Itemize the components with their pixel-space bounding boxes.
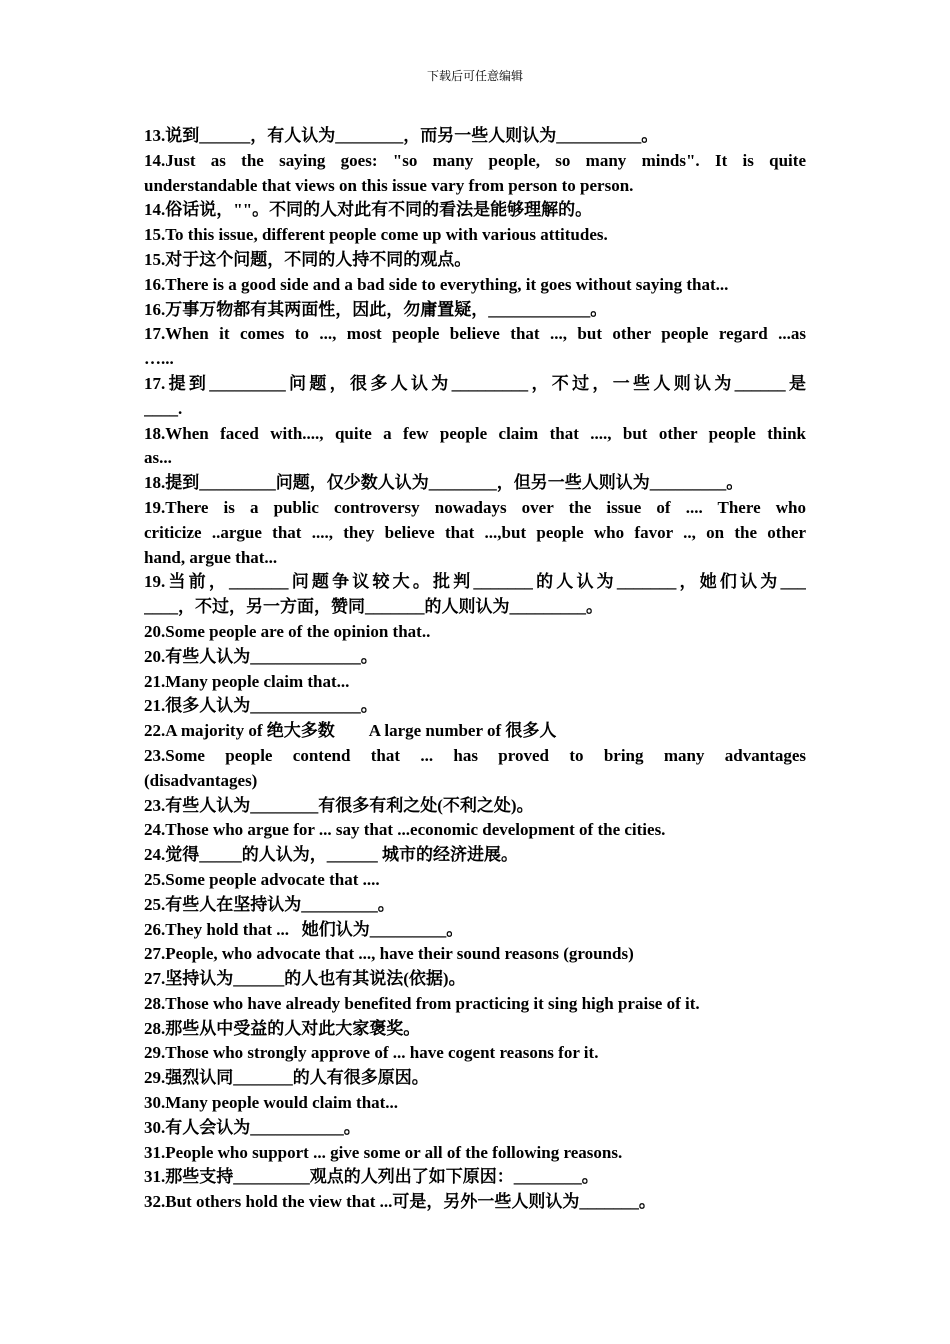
text-line: 24.Those who argue for ... say that ...economic development of the cities.: [144, 820, 666, 840]
text-line: 24.觉得_____的人认为，______ 城市的经济进展。: [144, 845, 518, 865]
text-line: 29.强烈认同_______的人有很多原因。: [144, 1068, 429, 1088]
text-line: 25.Some people advocate that ....: [144, 869, 380, 889]
text-line: 20.Some people are of the opinion that..: [144, 621, 431, 641]
document-body: [144, 124, 806, 1215]
text-line: 14.Just as the saying goes: "so many people, so many minds". It is quite: [144, 150, 806, 170]
text-line: 31.那些支持_________观点的人列出了如下原因：________。: [144, 1167, 599, 1187]
text-line: 18.When faced with...., quite a few people claim that ...., but other people think: [144, 423, 806, 443]
text-line: criticize ..argue that ...., they believe that ...,but people who favor .., on the other: [144, 522, 806, 542]
text-line: 28.那些从中受益的人对此大家褒奖。: [144, 1018, 421, 1038]
text-line: 28.Those who have already benefited from practicing it sing high praise of it.: [144, 993, 700, 1013]
text-line: 21.Many people claim that...: [144, 671, 350, 691]
text-line: ____，不过，另一方面，赞同_______的人则认为_________。: [144, 597, 603, 617]
text-line: …...: [144, 349, 174, 369]
text-line: 32.But others hold the view that ...可是，另外一些人则认为_______。: [144, 1192, 656, 1212]
text-line: 30.有人会认为___________。: [144, 1117, 361, 1137]
text-line: 15.To this issue, different people come up with various attitudes.: [144, 225, 608, 245]
text-line: (disadvantages): [144, 770, 258, 790]
page-header: 下载后可任意编辑: [426, 69, 523, 83]
text-line: 26.They hold that ... 她们认为_________。: [144, 919, 464, 939]
text-line: 18.提到_________问题，仅少数人认为________，但另一些人则认为_________。: [144, 473, 744, 493]
text-line: as...: [144, 448, 172, 468]
text-line: 19.There is a public controversy nowadays over the issue of .... There who: [144, 497, 806, 517]
text-line: 13.说到______，有人认为________，而另一些人则认为__________。: [144, 126, 659, 145]
text-line: ____.: [144, 398, 183, 418]
text-line: 23.Some people contend that ... has proved to bring many advantages: [144, 745, 806, 765]
text-line: 19.当前，_______问题争议较大。批判_______的人认为_______，她们认为___: [144, 572, 806, 592]
text-line: 14.俗话说，""。不同的人对此有不同的看法是能够理解的。: [144, 200, 593, 220]
text-line: understandable that views on this issue vary from person to person.: [144, 175, 634, 195]
text-line: 17.提到_________问题，很多人认为_________，不过，一些人则认为______是: [144, 373, 806, 393]
text-line: 17.When it comes to ..., most people believe that ..., but other people regard ...as: [144, 324, 806, 344]
text-line: 16.There is a good side and a bad side to everything, it goes without saying that...: [144, 274, 729, 294]
text-line: 30.Many people would claim that...: [144, 1093, 399, 1113]
text-line: 21.很多人认为_____________。: [144, 696, 378, 716]
text-line: 29.Those who strongly approve of ... have cogent reasons for it.: [144, 1043, 599, 1063]
text-line: 22.A majority of 绝大多数 A large number of 很多人: [144, 721, 557, 741]
text-line: 15.对于这个问题，不同的人持不同的观点。: [144, 249, 472, 269]
text-line: 27.People, who advocate that ..., have their sound reasons (grounds): [144, 944, 634, 964]
text-line: hand, argue that...: [144, 547, 278, 567]
text-line: 31.People who support ... give some or all of the following reasons.: [144, 1142, 623, 1162]
text-line: 23.有些人认为________有很多有利之处(不利之处)。: [144, 795, 534, 815]
text-line: 20.有些人认为_____________。: [144, 646, 378, 666]
text-line: 16.万事万物都有其两面性，因此，勿庸置疑，____________。: [144, 299, 608, 319]
text-line: 27.坚持认为______的人也有其说法(依据)。: [144, 969, 466, 989]
text-line: 25.有些人在坚持认为_________。: [144, 894, 395, 914]
